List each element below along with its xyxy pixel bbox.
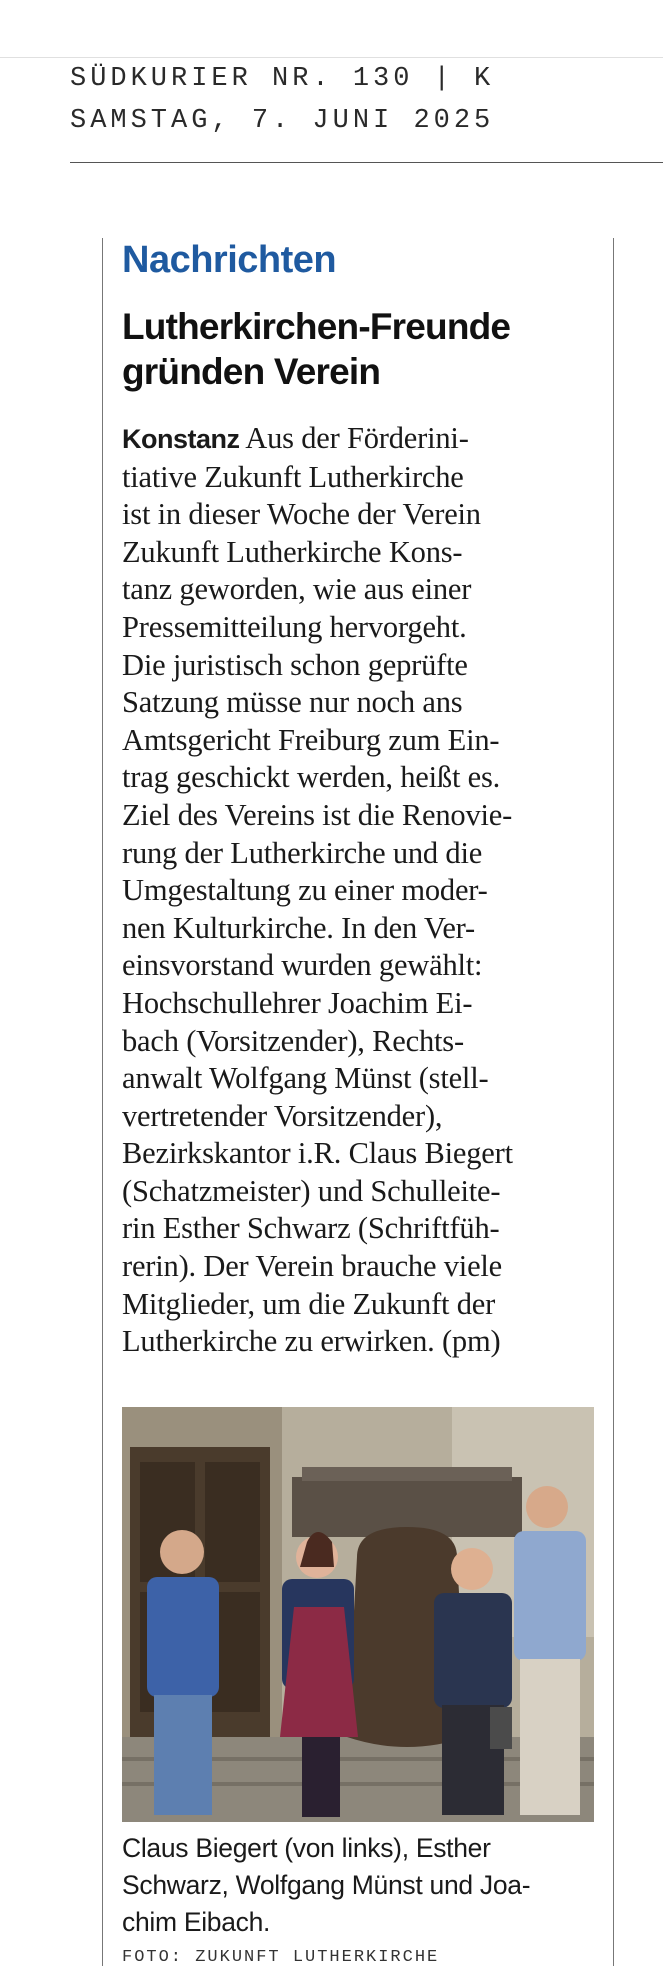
masthead [70,58,494,142]
masthead-date: SAMSTAG, 7. JUNI 2025 [70,106,495,136]
body-line: einsvorstand wurden gewählt: [122,948,483,983]
section-title: Nachrichten [122,239,337,281]
body-line: Umgestaltung zu einer moder- [122,873,488,908]
group-photo-illustration [122,1407,594,1822]
article-headline [122,304,602,394]
photo-caption [122,1830,602,1941]
body-line: rerin). Der Verein brauche viele [122,1249,503,1284]
headline-line: gründen Verein [122,351,381,392]
body-line: tiative Zukunft Lutherkirche [122,459,464,494]
photo-credit: FOTO: ZUKUNFT LUTHERKIRCHE [122,1948,440,1967]
body-line: Hochschullehrer Joachim Ei- [122,985,473,1020]
masthead-issue: SÜDKURIER NR. 130 | K [70,64,495,94]
news-article [122,232,602,1361]
masthead-rule [70,162,663,163]
column-rule-right [613,238,614,1966]
body-line: trag geschickt werden, heißt es. [122,760,501,795]
body-line: Amtsgericht Freiburg zum Ein- [122,722,500,757]
body-line: bach (Vorsitzender), Rechts- [122,1023,464,1058]
body-line: Satzung müsse nur noch ans [122,685,463,720]
article-photo [122,1407,594,1822]
body-line: Die juristisch schon geprüfte [122,647,468,682]
body-line: Mitglieder, um die Zukunft der [122,1286,496,1321]
headline-line: Lutherkirchen-Freunde [122,306,511,347]
body-line [122,420,602,459]
body-line: anwalt Wolfgang Münst (stell- [122,1061,489,1096]
body-line: rin Esther Schwarz (Schriftfüh- [122,1211,500,1246]
dateline: Konstanz [122,424,240,454]
body-line-text: Aus der Förderini- [239,421,469,455]
caption-line: Schwarz, Wolfgang Münst und Joa- [122,1870,531,1900]
body-line: Ziel des Vereins ist die Renovie- [122,797,513,832]
body-line: ist in dieser Woche der Verein [122,497,481,532]
caption-line: Claus Biegert (von links), Esther [122,1833,491,1863]
body-line: (Schatzmeister) und Schulleite- [122,1173,501,1208]
body-line: tanz geworden, wie aus einer [122,572,472,607]
body-line: rung der Lutherkirche und die [122,835,483,870]
body-line: Bezirkskantor i.R. Claus Biegert [122,1136,513,1171]
body-line: nen Kulturkirche. In den Ver- [122,910,475,945]
body-line: Pressemitteilung hervorgeht. [122,609,467,644]
column-rule-left [102,238,103,1966]
article-body [122,420,602,1361]
body-line: Lutherkirche zu erwirken. (pm) [122,1324,501,1359]
caption-line: chim Eibach. [122,1907,271,1937]
body-line: vertretender Vorsitzender), [122,1098,443,1133]
body-line: Zukunft Lutherkirche Kons- [122,534,463,569]
